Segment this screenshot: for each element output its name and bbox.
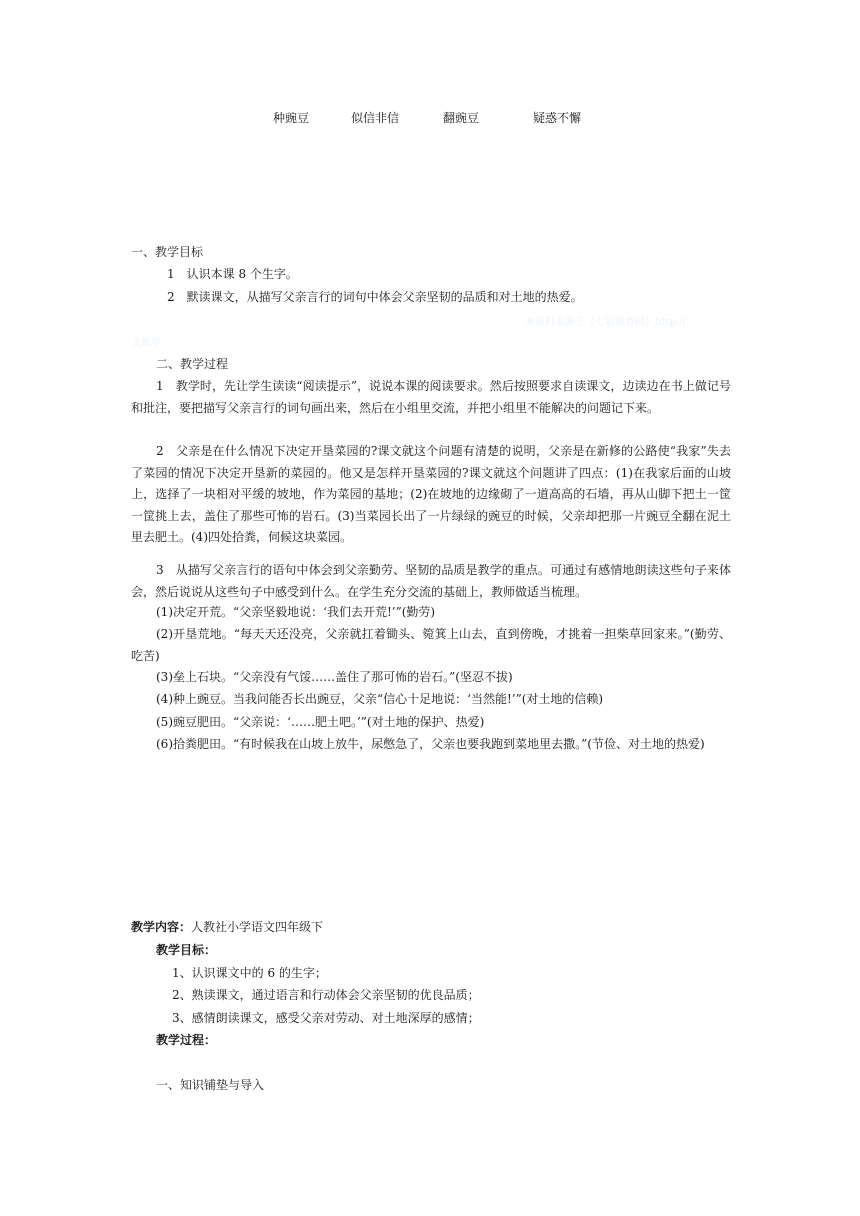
- section-heading-goals: 一、教学目标: [131, 245, 204, 259]
- vocab-word: 疑惑不懈: [533, 111, 582, 125]
- vocab-word: 翻豌豆: [443, 111, 480, 125]
- process-paragraph: (6)拾粪肥田。“有时候我在山坡上放牛，尿憋急了，父亲也要我跑到菜地里去撒。”(节俭、对土地的热爱): [156, 737, 705, 751]
- vocab-word: 种豌豆: [273, 111, 310, 125]
- content-value: 人教社小学语文四年级下: [191, 920, 324, 934]
- process-paragraph: (3)垒上石块。“父亲没有气馁……盖住了那可怖的岩石。”(坚忍不拔): [156, 670, 513, 684]
- watermark-text: 本资料来源于《七彩教育网》http://: [525, 317, 686, 328]
- process-paragraph: 1 教学时，先让学生读读“阅读提示”，说说本课的阅读要求。然后按照要求自读课文，边读边在书上做记号和批注，要把描写父亲言行的词句画出来，然后在小组里交流，并把小组里不能解决的问题记下来。: [131, 379, 731, 415]
- watermark-text: 文教学: [131, 338, 161, 349]
- goal-item: 2 默读课文，从描写父亲言行的词句中体会父亲坚韧的品质和对土地的热爱。: [167, 290, 583, 304]
- process-paragraph: 2 父亲是在什么情况下决定开垦菜园的?课文就这个问题有清楚的说明，父亲是在新修的公路使“我家”失去了菜园的情况下决定开垦新的菜园的。他又是怎样开垦菜园的?课文就这个问题讲了四点：(1)在我家后面的山坡上，选择了一块相对平缓的坡地，作为菜园的基地；(2)在坡地的边缘砌了一道高高的石墙，再从山脚下把土一筐一筐挑上去，盖住了那些可怖的岩石。(3)当菜园长出了一片绿绿的豌豆的时候，父亲却把那一片豌豆全翻在泥土里去肥土。(4)四处拾粪，伺候这块菜园。: [131, 444, 731, 544]
- content-line: [131, 919, 323, 935]
- process-label: 教学过程：: [156, 1033, 217, 1047]
- process-paragraph: (1)决定开荒。“父亲坚毅地说：‘我们去开荒!’”(勤劳): [156, 605, 436, 619]
- goal-item: 1、认识课文中的 6 的生字；: [172, 966, 327, 980]
- content-label: 教学内容：: [131, 920, 192, 934]
- process-paragraph: 3 从描写父亲言行的语句中体会到父亲勤劳、坚韧的品质是教学的重点。可通过有感情地朗读这些句子来体会，然后说说从这些句子中感受到什么。在学生充分交流的基础上，教师做适当梳理。: [131, 563, 731, 599]
- goal-item: 1 认识本课 8 个生字。: [167, 267, 298, 281]
- process-paragraph: (5)豌豆肥田。“父亲说：‘……肥土吧。’”(对土地的保护、热爱): [156, 715, 485, 729]
- vocab-word: 似信非信: [351, 111, 400, 125]
- goal-item: 3、感情朗读课文，感受父亲对劳动、对土地深厚的感情；: [172, 1011, 480, 1025]
- process-paragraph: (4)种上豌豆。当我问能否长出豌豆，父亲“信心十足地说：‘当然能!’”(对土地的信赖): [156, 692, 604, 706]
- goal-item: 2、熟读课文，通过语言和行动体会父亲坚韧的优良品质；: [172, 988, 480, 1002]
- process-paragraph: (2)开垦荒地。“每天天还没亮，父亲就扛着锄头、箢箕上山去，直到傍晚，才挑着一担柴草回家来。”(勤劳、吃苦): [131, 627, 731, 663]
- goals-label: 教学目标：: [156, 943, 217, 957]
- step-heading: 一、知识铺垫与导入: [156, 1078, 265, 1092]
- section-heading-process: 二、教学过程: [156, 357, 229, 371]
